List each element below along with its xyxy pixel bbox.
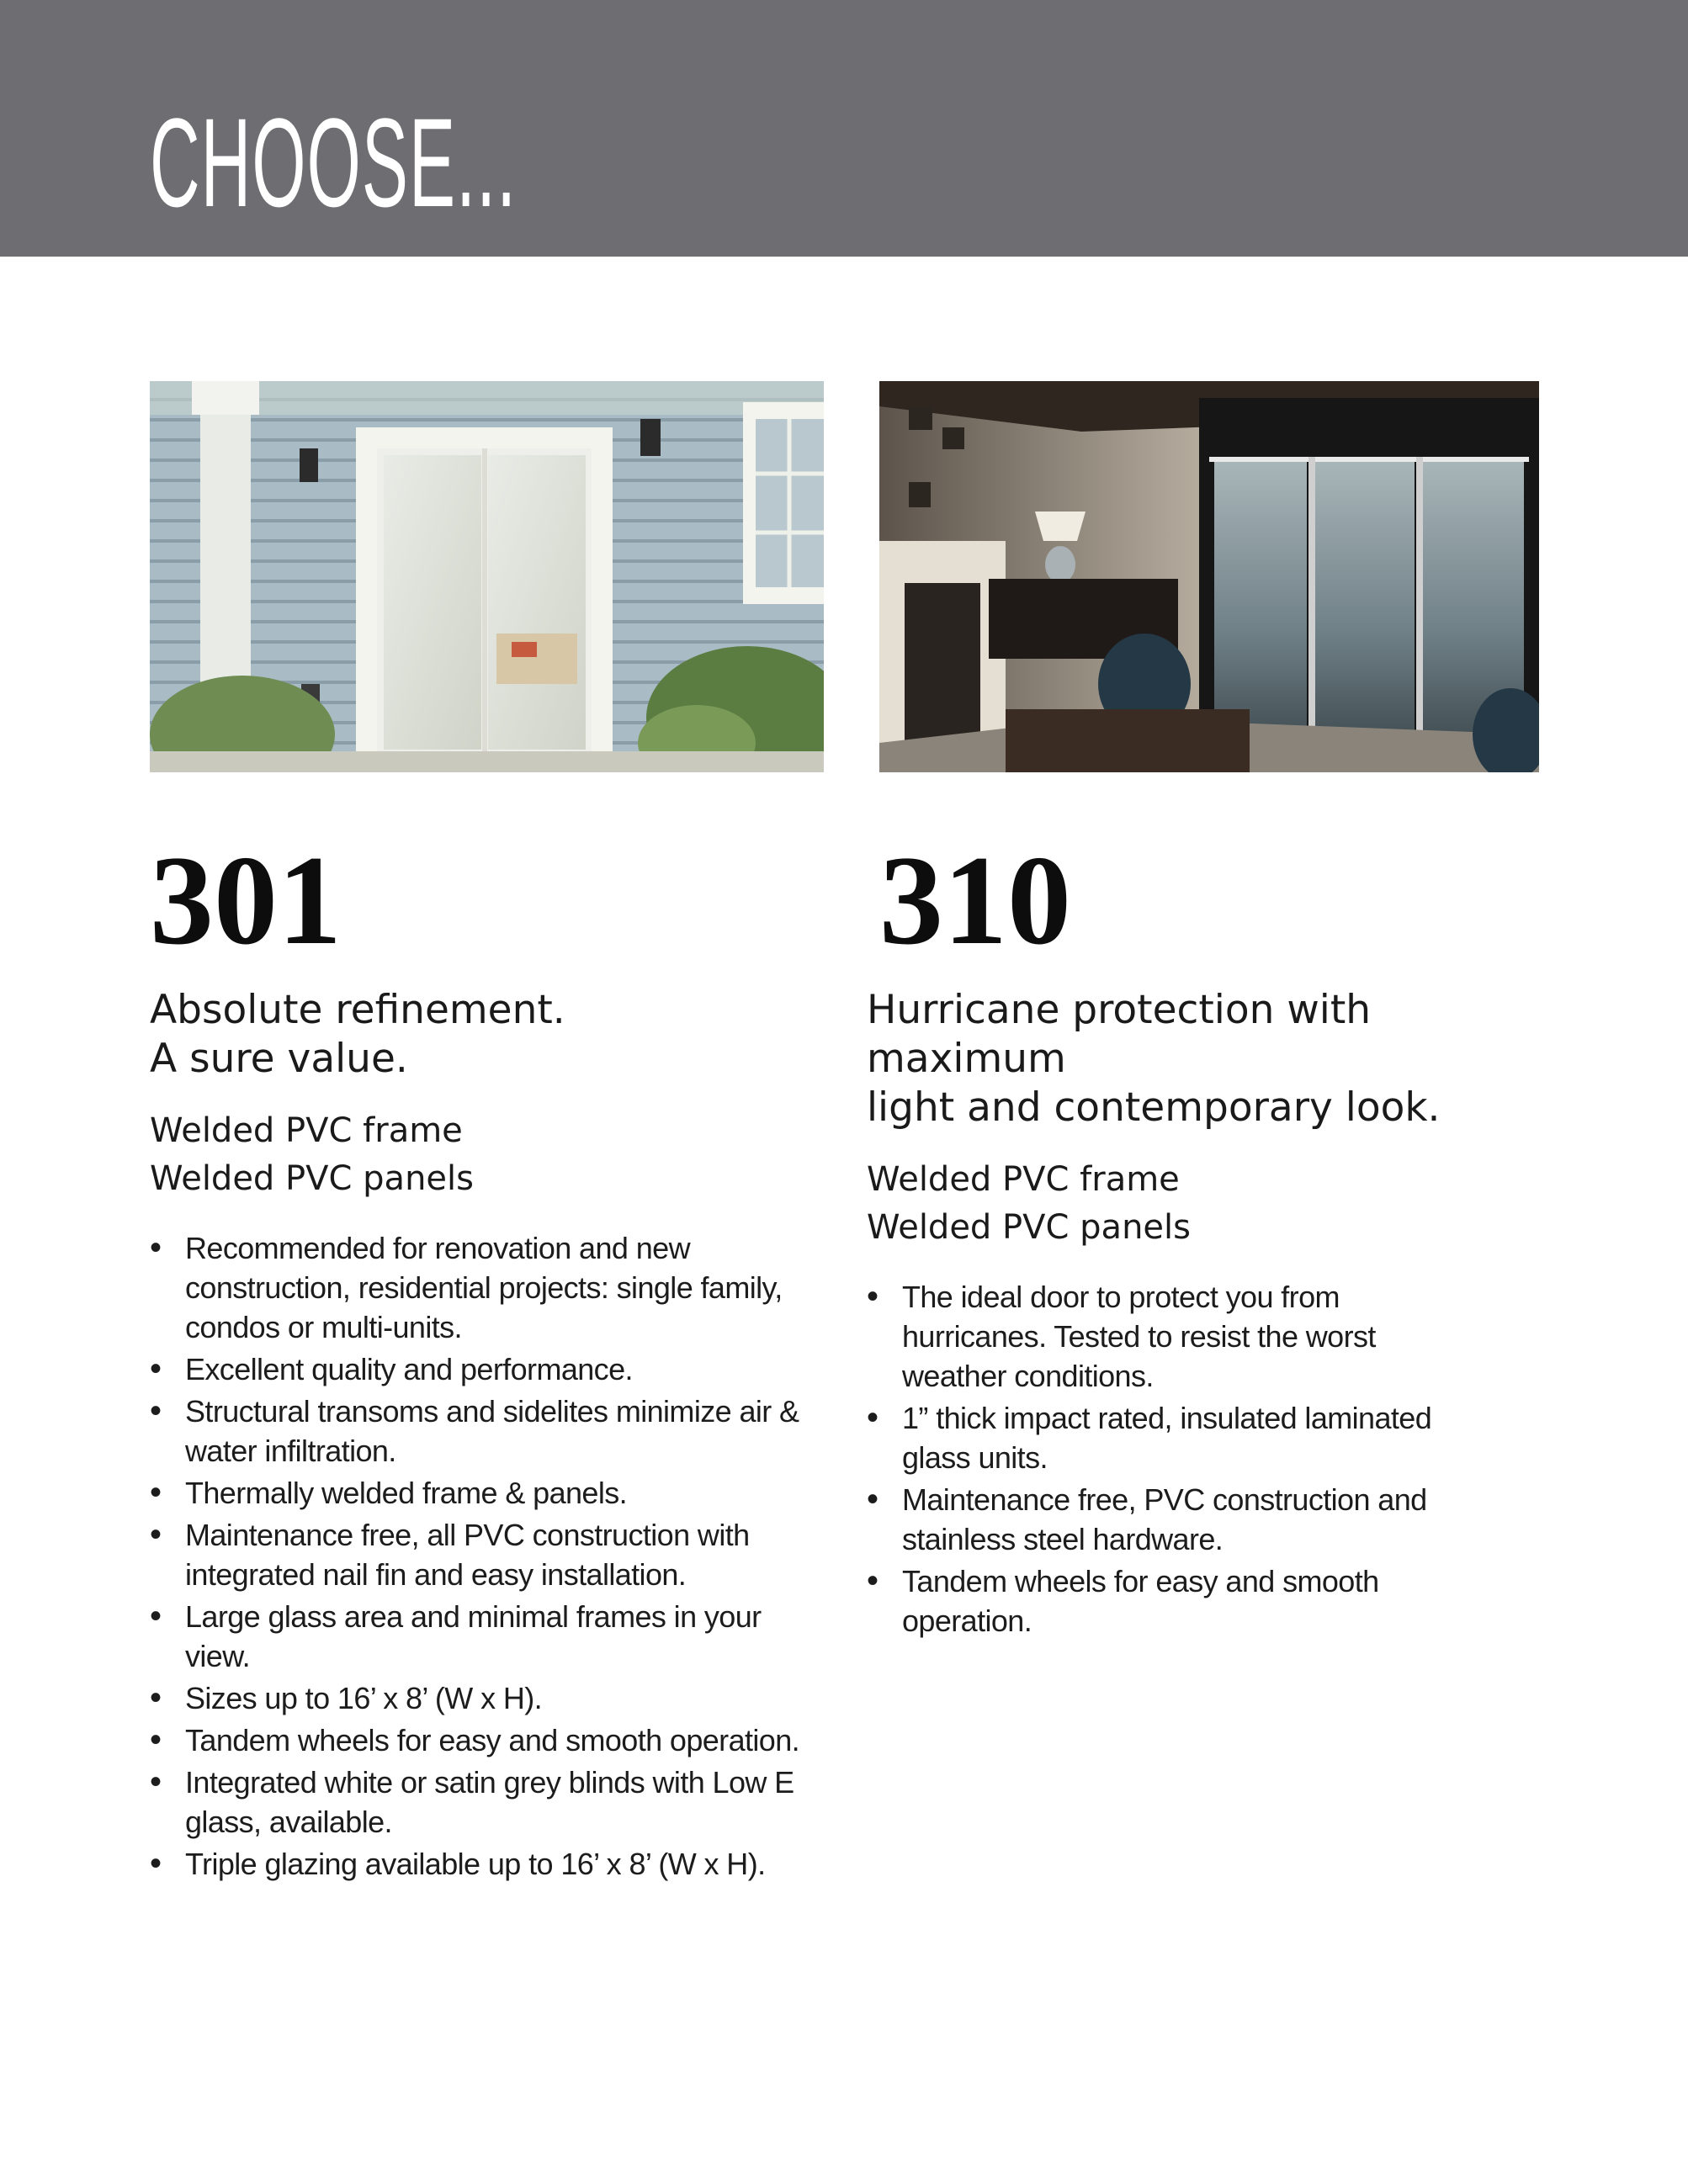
product-310-tagline [867, 986, 1557, 1132]
feature-item: • The ideal door to protect you from hurricanes. Tested to resist the worst weather conditions. [867, 1277, 1473, 1396]
product-310-column [867, 830, 1557, 1643]
page-title: CHOOSE... [150, 92, 518, 233]
product-301-specs [150, 1107, 806, 1203]
product-310-model: 310 [879, 830, 1071, 971]
product-310-specs [867, 1156, 1557, 1252]
feature-item: • Maintenance free, PVC construction and stainless steel hardware. [867, 1480, 1473, 1559]
product-310-features [867, 1277, 1473, 1641]
feature-item: • Thermally welded frame & panels. [150, 1473, 806, 1513]
feature-item: • Tandem wheels for easy and smooth operation. [867, 1561, 1473, 1641]
product-310-photo [879, 381, 1539, 772]
feature-item: • 1” thick impact rated, insulated laminated glass units. [867, 1398, 1473, 1477]
feature-item: • Recommended for renovation and new construction, residential projects: single family, condos or multi-units. [150, 1228, 806, 1347]
feature-item: • Triple glazing available up to 16’ x 8’ (W x H). [150, 1844, 806, 1884]
product-301-features [150, 1228, 806, 1884]
product-301-tagline [150, 986, 806, 1084]
product-301-column [150, 830, 806, 1886]
spec-panels: Welded PVC panels [867, 1208, 1191, 1247]
spec-frame: Welded PVC frame [150, 1111, 463, 1150]
spec-panels: Welded PVC panels [150, 1159, 474, 1198]
product-301-photo [150, 381, 824, 772]
feature-item: • Excellent quality and performance. [150, 1349, 806, 1389]
feature-item: • Sizes up to 16’ x 8’ (W x H). [150, 1678, 806, 1718]
tagline-line: Hurricane protection with maximum [867, 987, 1372, 1082]
feature-item: • Large glass area and minimal frames in your view. [150, 1597, 806, 1676]
page-header [0, 0, 1688, 257]
feature-item: • Structural transoms and sidelites minimize air & water infiltration. [150, 1392, 806, 1471]
feature-item: • Tandem wheels for easy and smooth operation. [150, 1720, 806, 1760]
feature-item: • Maintenance free, all PVC construction with integrated nail fin and easy installation. [150, 1515, 806, 1594]
product-301-model: 301 [150, 830, 342, 971]
feature-item: • Integrated white or satin grey blinds with Low E glass, available. [150, 1763, 806, 1842]
tagline-line: A sure value. [150, 1036, 408, 1082]
tagline-line: light and contemporary look. [867, 1084, 1441, 1131]
spec-frame: Welded PVC frame [867, 1160, 1180, 1199]
tagline-line: Absolute refinement. [150, 987, 565, 1033]
